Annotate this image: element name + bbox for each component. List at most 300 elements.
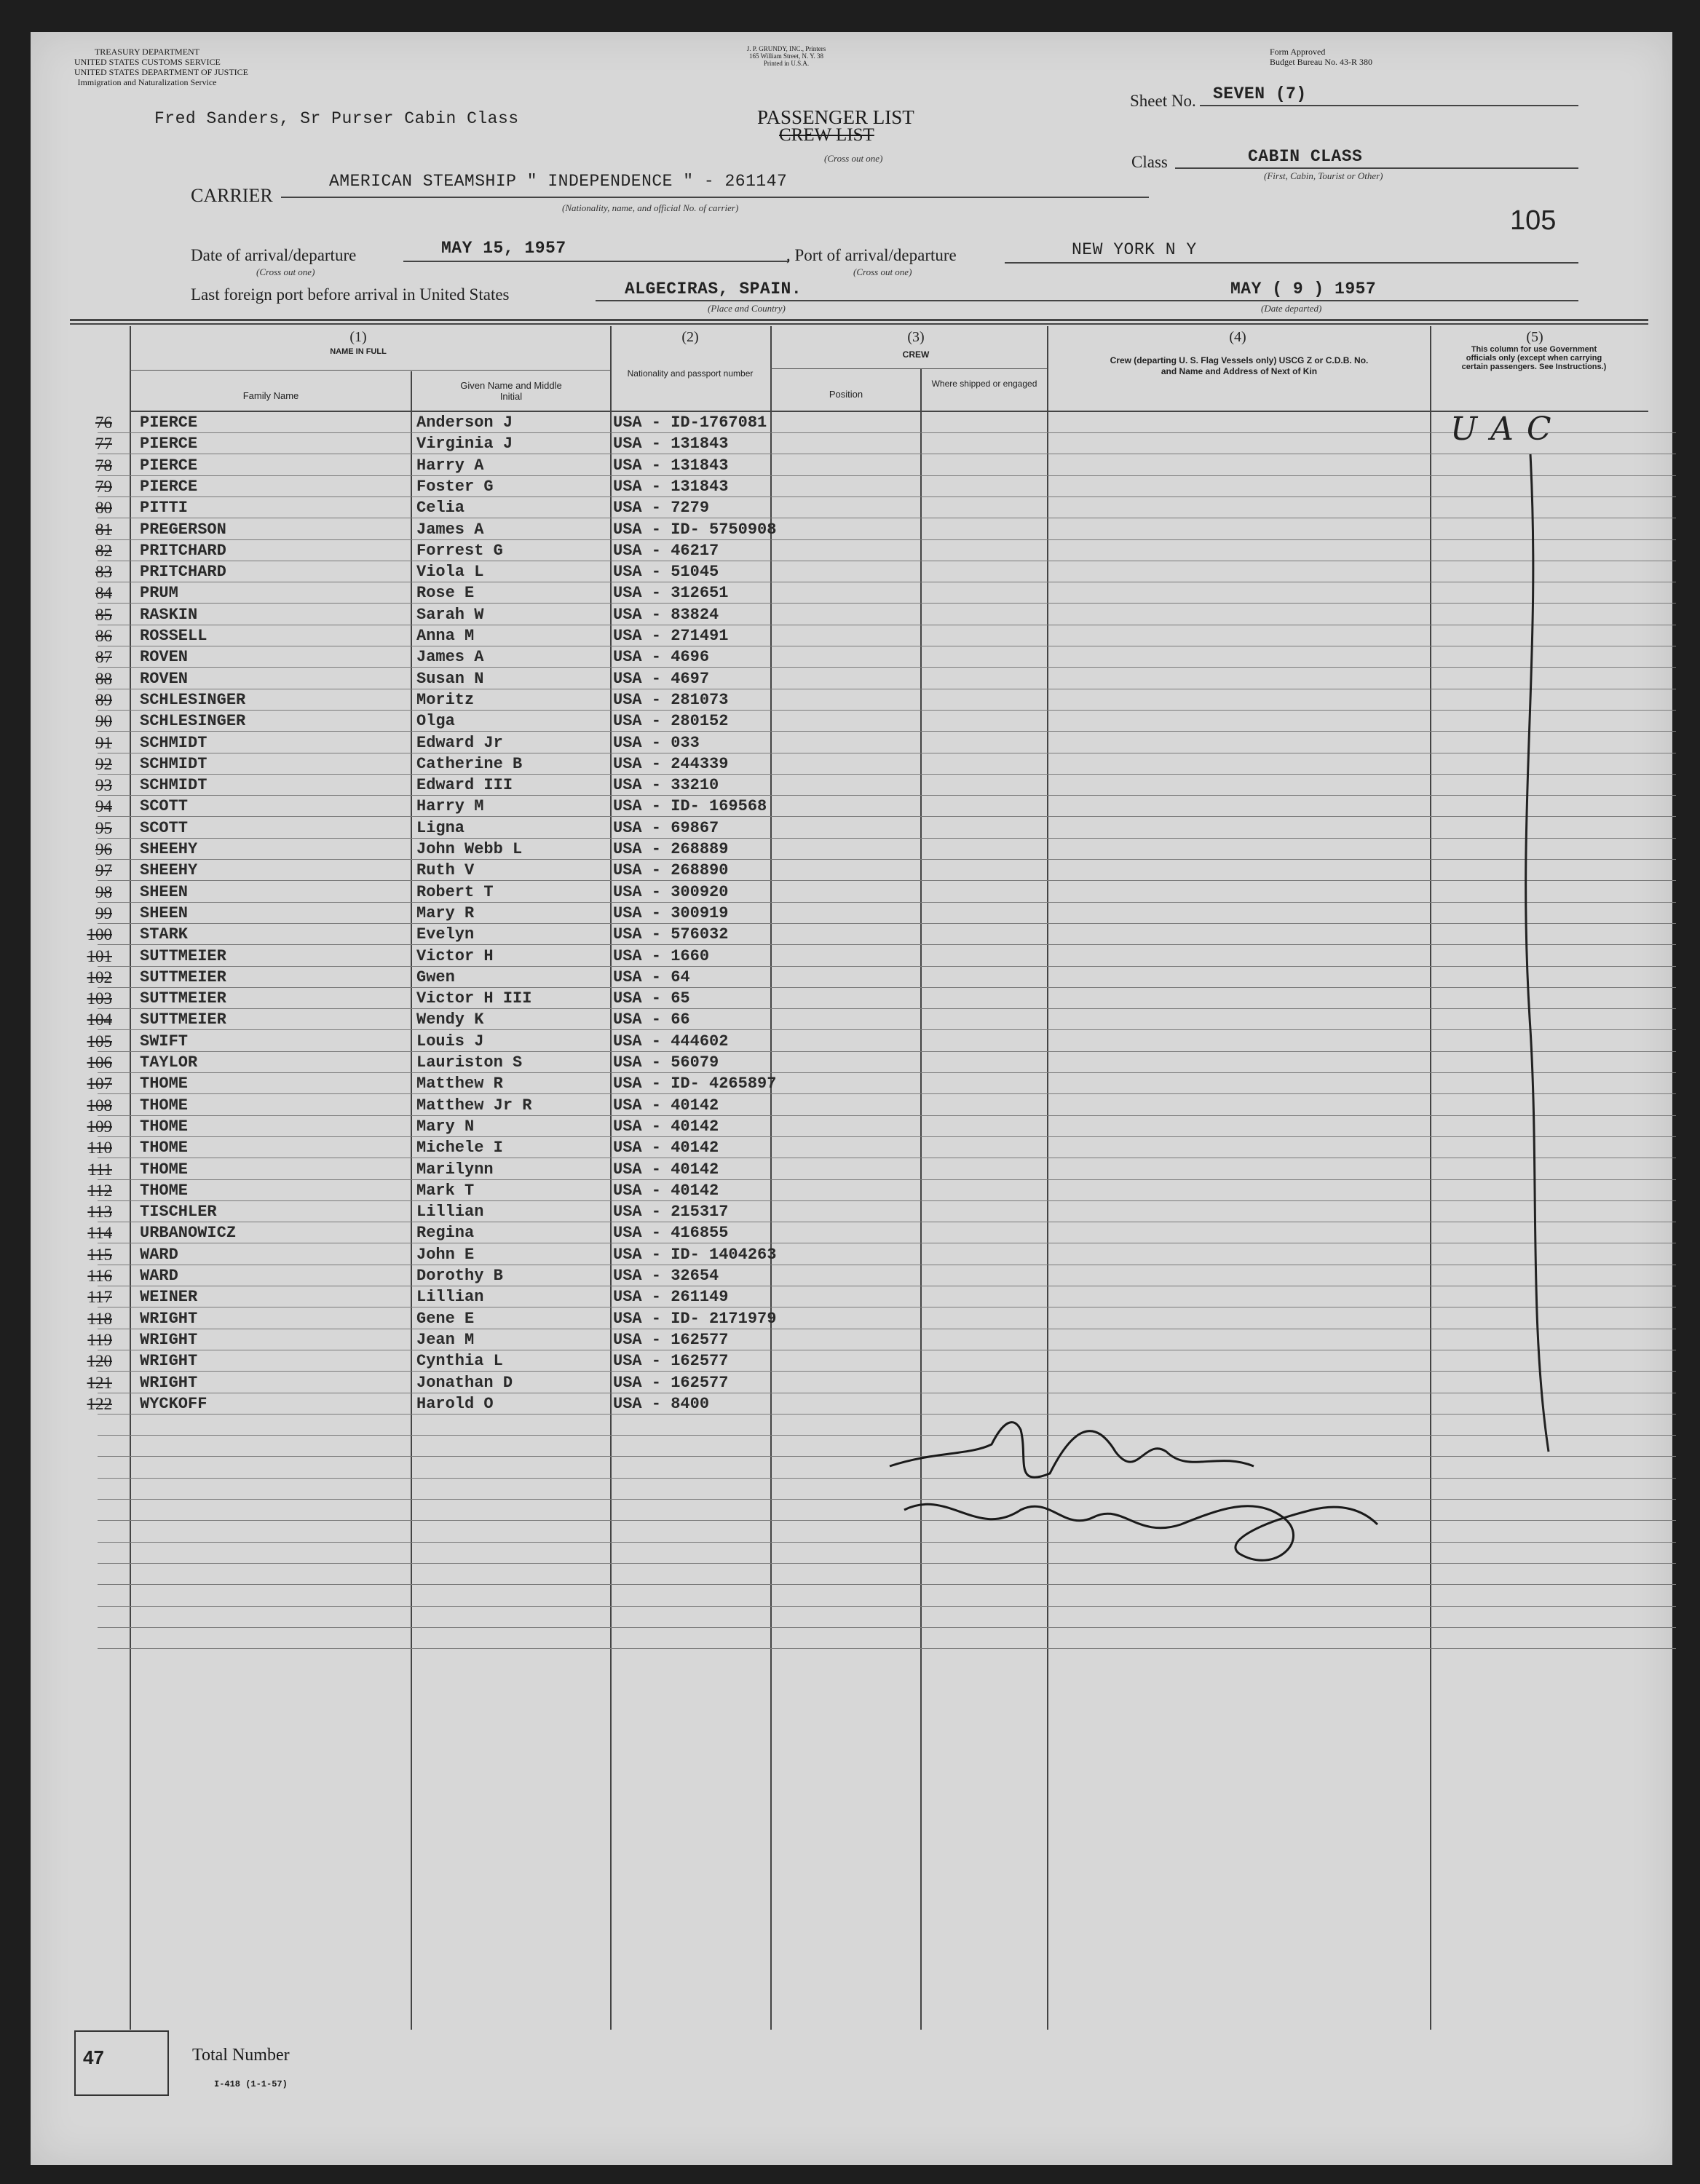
family-name-cell: SCHMIDT (140, 754, 207, 773)
given-name-cell: Evelyn (416, 925, 475, 944)
given-name-cell: Matthew Jr R (416, 1096, 532, 1115)
table-row (31, 433, 1672, 454)
family-name-cell: SCOTT (140, 797, 189, 816)
table-row (31, 775, 1672, 796)
nationality-passport-cell: USA - 444602 (613, 1032, 729, 1051)
family-name-cell: ROVEN (140, 648, 189, 667)
table-row (31, 1031, 1672, 1052)
given-name-cell: John E (416, 1245, 475, 1264)
row-number: 103 (87, 989, 112, 1008)
given-name-cell: Anderson J (416, 414, 513, 432)
given-name-cell: Harry M (416, 797, 484, 816)
nationality-passport-cell: USA - ID- 5750908 (613, 520, 777, 539)
table-row (31, 519, 1672, 540)
nationality-passport-cell: USA - 69867 (613, 818, 719, 837)
table-row (31, 1393, 1672, 1415)
empty-table-row (31, 1479, 1672, 1500)
purser-name: Fred Sanders, Sr Purser Cabin Class (154, 109, 519, 128)
nationality-passport-cell: USA - 576032 (613, 925, 729, 944)
table-row (31, 1159, 1672, 1180)
row-number: 98 (95, 882, 112, 901)
port-value: NEW YORK N Y (1072, 240, 1197, 259)
nationality-passport-cell: USA - 261149 (613, 1288, 729, 1307)
nationality-passport-cell: USA - 271491 (613, 627, 729, 645)
table-row (31, 818, 1672, 839)
family-name-cell: ROSSELL (140, 627, 207, 645)
nationality-passport-cell: USA - 40142 (613, 1181, 719, 1200)
form-approved-line-1: Form Approved (1270, 47, 1326, 57)
row-number: 100 (87, 925, 112, 944)
nationality-passport-cell: USA - 83824 (613, 605, 719, 624)
row-number: 90 (95, 712, 112, 731)
table-row (31, 753, 1672, 775)
nationality-passport-cell: USA - 40142 (613, 1160, 719, 1179)
row-number: 118 (87, 1309, 112, 1328)
class-underline (1175, 167, 1578, 169)
table-top-rule-1 (70, 319, 1648, 321)
row-number: 96 (95, 840, 112, 858)
empty-table-row (31, 1457, 1672, 1479)
row-number: 85 (95, 605, 112, 624)
table-row (31, 1244, 1672, 1265)
nationality-passport-cell: USA - ID- 169568 (613, 797, 767, 816)
table-row (31, 882, 1672, 903)
table-row (31, 711, 1672, 732)
col1-given-header: Given Name and Middle Initial (460, 380, 562, 402)
given-name-cell: Foster G (416, 477, 494, 496)
col5-number: (5) (1526, 329, 1543, 345)
family-name-cell: TISCHLER (140, 1203, 217, 1222)
given-name-cell: Olga (416, 712, 455, 731)
nationality-passport-cell: USA - 8400 (613, 1394, 710, 1413)
given-name-cell: Mary N (416, 1117, 475, 1136)
row-number: 104 (87, 1010, 112, 1029)
row-number: 79 (95, 477, 112, 496)
nationality-passport-cell: USA - 65 (613, 989, 690, 1008)
nationality-passport-cell: USA - ID- 1404263 (613, 1245, 777, 1264)
row-number: 81 (95, 520, 112, 539)
table-row (31, 561, 1672, 582)
nationality-passport-cell: USA - 33210 (613, 776, 719, 795)
given-name-cell: Michele I (416, 1139, 503, 1158)
subhead-rule-1 (130, 370, 610, 371)
family-name-cell: PIERCE (140, 435, 198, 454)
nationality-passport-cell: USA - 244339 (613, 754, 729, 773)
given-name-cell: Gene E (416, 1309, 475, 1328)
row-number: 83 (95, 563, 112, 582)
nationality-passport-cell: USA - 32654 (613, 1267, 719, 1285)
row-number: 99 (95, 903, 112, 922)
row-number: 105 (87, 1032, 112, 1051)
agency-line-4: Immigration and Naturalization Service (77, 77, 217, 87)
row-number: 89 (95, 690, 112, 709)
row-number: 106 (87, 1053, 112, 1072)
row-rule (98, 1648, 1676, 1649)
row-number: 87 (95, 648, 112, 667)
row-number: 116 (87, 1267, 112, 1285)
row-number: 110 (87, 1139, 112, 1158)
nationality-passport-cell: USA - 268889 (613, 840, 729, 858)
date-hint: (Cross out one) (256, 266, 315, 277)
row-number: 76 (95, 414, 112, 432)
given-name-cell: Harry A (416, 456, 484, 475)
signature (875, 1386, 1399, 1626)
row-number: 86 (95, 627, 112, 645)
table-row (31, 924, 1672, 945)
row-number: 111 (88, 1160, 112, 1179)
port-label: , Port of arrival/departure (786, 246, 957, 264)
family-name-cell: TAYLOR (140, 1053, 198, 1072)
family-name-cell: WRIGHT (140, 1309, 198, 1328)
given-name-cell: Harold O (416, 1394, 494, 1413)
given-name-cell: Catherine B (416, 754, 523, 773)
empty-table-row (31, 1607, 1672, 1628)
col1-title: NAME IN FULL (330, 347, 387, 356)
table-row (31, 732, 1672, 753)
col3-where-header: Where shipped or engaged (931, 379, 1037, 389)
family-name-cell: SCHMIDT (140, 733, 207, 752)
col1-number: (1) (349, 329, 367, 345)
table-row (31, 1052, 1672, 1073)
given-name-cell: Matthew R (416, 1075, 503, 1093)
printer-line-1: J. P. GRUNDY, INC., Printers (746, 45, 826, 52)
table-row (31, 1286, 1672, 1307)
given-name-cell: John Webb L (416, 840, 523, 858)
family-name-cell: SHEEN (140, 882, 189, 901)
list-title-passenger: PASSENGER LIST (757, 106, 914, 128)
row-number: 102 (87, 968, 112, 986)
given-name-cell: Ligna (416, 818, 465, 837)
empty-table-row (31, 1586, 1672, 1607)
row-number: 112 (87, 1181, 112, 1200)
given-name-cell: Wendy K (416, 1010, 484, 1029)
printer-line-2: 165 William Street, N. Y. 38 (749, 52, 823, 60)
given-name-cell: James A (416, 648, 484, 667)
nationality-passport-cell: USA - 162577 (613, 1373, 729, 1392)
nationality-passport-cell: USA - ID- 2171979 (613, 1309, 777, 1328)
agency-block (74, 47, 249, 87)
table-row (31, 1009, 1672, 1030)
nationality-passport-cell: USA - 280152 (613, 712, 729, 731)
row-number: 97 (95, 861, 112, 880)
given-name-cell: Louis J (416, 1032, 484, 1051)
family-name-cell: PIERCE (140, 456, 198, 475)
given-name-cell: Forrest G (416, 541, 503, 560)
family-name-cell: WRIGHT (140, 1352, 198, 1371)
family-name-cell: WARD (140, 1267, 178, 1285)
family-name-cell: SCHLESINGER (140, 690, 246, 709)
class-label: Class (1131, 153, 1168, 171)
row-number: 95 (95, 818, 112, 837)
table-row (31, 946, 1672, 967)
given-name-cell: Anna M (416, 627, 475, 645)
row-number: 94 (95, 797, 112, 816)
given-name-cell: Sarah W (416, 605, 484, 624)
row-number: 82 (95, 541, 112, 560)
empty-table-row (31, 1500, 1672, 1521)
nationality-passport-cell: USA - 033 (613, 733, 700, 752)
total-label: Total Number (192, 2046, 290, 2065)
row-number: 80 (95, 499, 112, 518)
table-row (31, 540, 1672, 561)
table-row (31, 1095, 1672, 1116)
table-row (31, 1265, 1672, 1286)
nationality-passport-cell: USA - 300919 (613, 903, 729, 922)
empty-table-row (31, 1564, 1672, 1585)
row-number: 78 (95, 456, 112, 475)
date-value: MAY 15, 1957 (441, 239, 566, 258)
row-number: 117 (87, 1288, 112, 1307)
family-name-cell: PITTI (140, 499, 189, 518)
nationality-passport-cell: USA - 46217 (613, 541, 719, 560)
row-number: 122 (87, 1394, 112, 1413)
family-name-cell: WARD (140, 1245, 178, 1264)
form-code: I-418 (1-1-57) (214, 2079, 288, 2089)
date-label: Date of arrival/departure (191, 246, 357, 264)
carrier-value: AMERICAN STEAMSHIP " INDEPENDENCE " - 261147 (329, 172, 788, 191)
date-departed-hint: (Date departed) (1261, 303, 1322, 314)
nationality-passport-cell: USA - 215317 (613, 1203, 729, 1222)
family-name-cell: SUTTMEIER (140, 1010, 226, 1029)
row-number: 84 (95, 584, 112, 603)
nationality-passport-cell: USA - 162577 (613, 1352, 729, 1371)
given-name-cell: Virginia J (416, 435, 513, 454)
empty-table-row (31, 1628, 1672, 1649)
date-departed-underline (1086, 300, 1578, 301)
family-name-cell: PIERCE (140, 477, 198, 496)
empty-table-row (31, 1522, 1672, 1543)
family-name-cell: URBANOWICZ (140, 1224, 237, 1243)
row-number: 119 (87, 1330, 112, 1349)
given-name-cell: Jonathan D (416, 1373, 513, 1392)
table-top-rule-2 (70, 323, 1648, 325)
nationality-passport-cell: USA - 40142 (613, 1096, 719, 1115)
family-name-cell: SHEEHY (140, 840, 198, 858)
date-departed-value: MAY ( 9 ) 1957 (1230, 280, 1377, 298)
family-name-cell: SHEEN (140, 903, 189, 922)
family-name-cell: SUTTMEIER (140, 946, 226, 965)
nationality-passport-cell: USA - 131843 (613, 456, 729, 475)
empty-table-row (31, 1543, 1672, 1564)
table-row (31, 497, 1672, 518)
family-name-cell: WYCKOFF (140, 1394, 207, 1413)
family-name-cell: SCHLESINGER (140, 712, 246, 731)
table-row (31, 967, 1672, 988)
total-box (74, 2030, 169, 2096)
empty-table-row (31, 1415, 1672, 1436)
class-value: CABIN CLASS (1248, 147, 1363, 166)
subhead-rule-3 (770, 368, 1047, 369)
col3-number: (3) (907, 329, 925, 345)
given-name-cell: Edward Jr (416, 733, 503, 752)
row-number: 91 (95, 733, 112, 752)
given-name-cell: Victor H III (416, 989, 532, 1008)
nationality-passport-cell: USA - 131843 (613, 435, 729, 454)
family-name-cell: THOME (140, 1075, 189, 1093)
nationality-passport-cell: USA - ID-1767081 (613, 414, 767, 432)
table-row (31, 1073, 1672, 1094)
row-number: 115 (87, 1245, 112, 1264)
nationality-passport-cell: USA - 4697 (613, 669, 710, 688)
col5-title: This column for use Government officials only (except when carrying certain passengers. See Instructions.) (1461, 345, 1607, 371)
printer-block (735, 45, 837, 67)
table-row (31, 1329, 1672, 1350)
given-name-cell: Lillian (416, 1203, 484, 1222)
last-port-label: Last foreign port before arrival in United States (191, 285, 510, 304)
given-name-cell: Rose E (416, 584, 475, 603)
col2-title: Nationality and passport number (627, 368, 754, 379)
row-number: 108 (87, 1096, 112, 1115)
given-name-cell: Moritz (416, 690, 475, 709)
nationality-passport-cell: USA - 312651 (613, 584, 729, 603)
nationality-passport-cell: USA - 40142 (613, 1139, 719, 1158)
family-name-cell: SCOTT (140, 818, 189, 837)
table-row (31, 604, 1672, 625)
agency-line-3: UNITED STATES DEPARTMENT OF JUSTICE (74, 67, 249, 77)
given-name-cell: Viola L (416, 563, 484, 582)
table-row (31, 412, 1672, 433)
table-row (31, 455, 1672, 476)
col5-bracket-line (1487, 447, 1574, 1466)
carrier-underline (281, 197, 1149, 198)
row-number: 93 (95, 776, 112, 795)
family-name-cell: SUTTMEIER (140, 968, 226, 986)
sheet-underline (1200, 105, 1578, 106)
carrier-label: CARRIER (191, 185, 273, 206)
table-row (31, 668, 1672, 689)
total-value: 47 (83, 2046, 104, 2068)
nationality-passport-cell: USA - 281073 (613, 690, 729, 709)
family-name-cell: THOME (140, 1139, 189, 1158)
nationality-passport-cell: USA - 56079 (613, 1053, 719, 1072)
table-row (31, 988, 1672, 1009)
last-port-value: ALGECIRAS, SPAIN. (625, 280, 802, 298)
nationality-passport-cell: USA - 51045 (613, 563, 719, 582)
given-name-cell: Mark T (416, 1181, 475, 1200)
row-number: 92 (95, 754, 112, 773)
last-port-underline (596, 300, 1091, 301)
family-name-cell: SHEEHY (140, 861, 198, 880)
table-row (31, 860, 1672, 881)
table-row (31, 1350, 1672, 1372)
col3-title: CREW (902, 349, 930, 360)
family-name-cell: PRUM (140, 584, 178, 603)
family-name-cell: SCHMIDT (140, 776, 207, 795)
family-name-cell: THOME (140, 1181, 189, 1200)
list-title-hint: (Cross out one) (824, 153, 883, 164)
table-row (31, 839, 1672, 860)
nationality-passport-cell: USA - 131843 (613, 477, 729, 496)
carrier-hint: (Nationality, name, and official No. of carrier) (562, 202, 739, 213)
col2-number: (2) (681, 329, 699, 345)
family-name-cell: STARK (140, 925, 189, 944)
nationality-passport-cell: USA - 1660 (613, 946, 710, 965)
col5-annotation: U A C (1450, 411, 1553, 448)
empty-table-row (31, 1436, 1672, 1457)
given-name-cell: Lillian (416, 1288, 484, 1307)
port-hint: (Cross out one) (853, 266, 912, 277)
row-number: 120 (87, 1352, 112, 1371)
row-number: 114 (87, 1224, 112, 1243)
nationality-passport-cell: USA - 66 (613, 1010, 690, 1029)
table-row (31, 1201, 1672, 1222)
nationality-passport-cell: USA - 162577 (613, 1330, 729, 1349)
port-underline (1005, 262, 1578, 264)
nationality-passport-cell: USA - 416855 (613, 1224, 729, 1243)
family-name-cell: SUTTMEIER (140, 989, 226, 1008)
given-name-cell: Robert T (416, 882, 494, 901)
col3-position-header: Position (829, 389, 863, 400)
table-row (31, 1116, 1672, 1137)
passenger-list-sheet (31, 32, 1672, 2165)
class-hint: (First, Cabin, Tourist or Other) (1264, 170, 1383, 181)
family-name-cell: PRITCHARD (140, 563, 226, 582)
nationality-passport-cell: USA - 7279 (613, 499, 710, 518)
nationality-passport-cell: USA - 300920 (613, 882, 729, 901)
family-name-cell: PRITCHARD (140, 541, 226, 560)
printer-line-3: Printed in U.S.A. (763, 60, 810, 67)
given-name-cell: Lauriston S (416, 1053, 523, 1072)
page-number: 105 (1510, 205, 1557, 236)
table-row (31, 625, 1672, 646)
nationality-passport-cell: USA - 64 (613, 968, 690, 986)
nationality-passport-cell: USA - 4696 (613, 648, 710, 667)
table-row (31, 646, 1672, 668)
list-title-crew: CREW LIST (779, 125, 874, 145)
table-row (31, 1372, 1672, 1393)
family-name-cell: WRIGHT (140, 1373, 198, 1392)
row-number: 107 (87, 1075, 112, 1093)
row-number: 121 (87, 1373, 112, 1392)
sheet-label: Sheet No. (1130, 92, 1196, 110)
family-name-cell: SWIFT (140, 1032, 189, 1051)
given-name-cell: Marilynn (416, 1160, 494, 1179)
col4-number: (4) (1229, 329, 1246, 345)
row-number: 113 (87, 1203, 112, 1222)
nationality-passport-cell: USA - 40142 (613, 1117, 719, 1136)
given-name-cell: Ruth V (416, 861, 475, 880)
col4-title: Crew (departing U. S. Flag Vessels only) USCG Z or C.D.B. No. and Name and Address of Next of Kin (1110, 355, 1369, 376)
family-name-cell: WEINER (140, 1288, 198, 1307)
given-name-cell: Gwen (416, 968, 455, 986)
given-name-cell: Dorothy B (416, 1267, 503, 1285)
family-name-cell: PIERCE (140, 414, 198, 432)
given-name-cell: Edward III (416, 776, 513, 795)
row-number: 101 (87, 946, 112, 965)
form-approved (1270, 47, 1372, 67)
given-name-cell: Jean M (416, 1330, 475, 1349)
table-row (31, 1180, 1672, 1201)
table-row (31, 476, 1672, 497)
given-name-cell: Cynthia L (416, 1352, 503, 1371)
row-number: 109 (87, 1117, 112, 1136)
col1-family-header: Family Name (242, 390, 299, 401)
given-name-cell: Susan N (416, 669, 484, 688)
table-row (31, 689, 1672, 711)
given-name-cell: Mary R (416, 903, 475, 922)
given-name-cell: Victor H (416, 946, 494, 965)
family-name-cell: ROVEN (140, 669, 189, 688)
row-number: 77 (95, 435, 112, 454)
agency-line-1: TREASURY DEPARTMENT (94, 47, 200, 57)
table-row (31, 796, 1672, 817)
family-name-cell: THOME (140, 1096, 189, 1115)
given-name-cell: James A (416, 520, 484, 539)
given-name-cell: Celia (416, 499, 465, 518)
last-port-hint: (Place and Country) (708, 303, 786, 314)
family-name-cell: RASKIN (140, 605, 198, 624)
table-row (31, 1222, 1672, 1243)
